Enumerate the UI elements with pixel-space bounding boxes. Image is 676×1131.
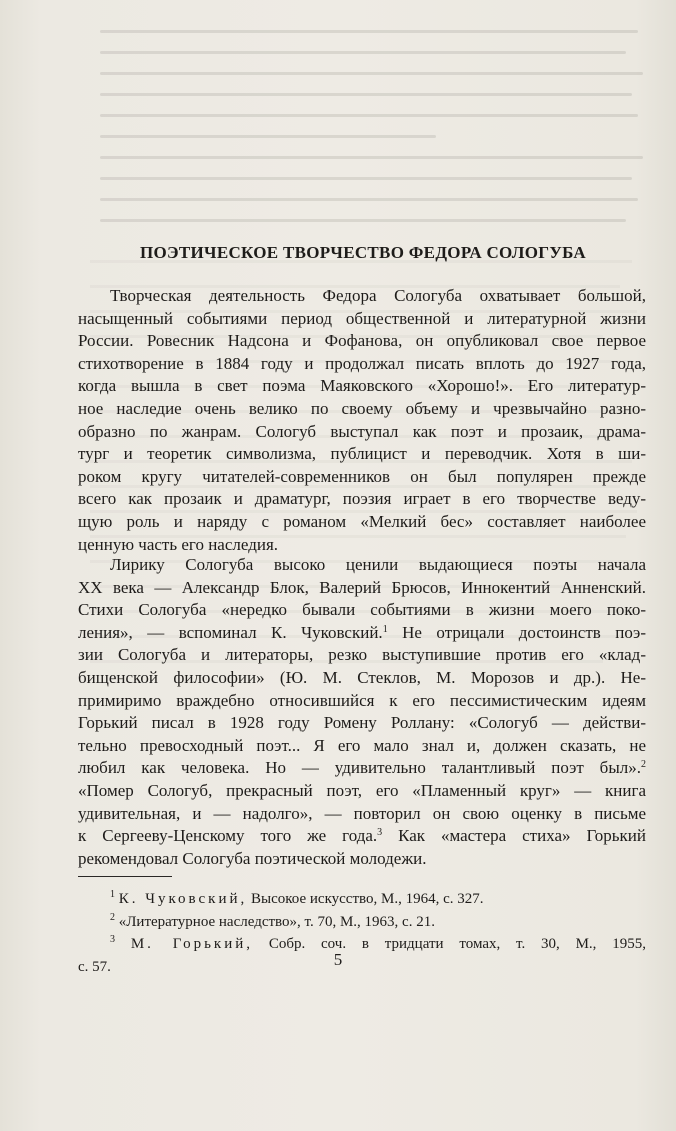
show-through-text xyxy=(100,30,660,260)
text-line: роком кругу читателей-современников он был популярен прежде xyxy=(78,466,646,486)
text-fragment: Не отрицали достоинств поэ- xyxy=(402,622,646,642)
text-line: ное наследие очень велико по своему объему и чрезвычайно разно- xyxy=(78,398,646,418)
text-fragment: Как «мастера стиха» Горький xyxy=(398,826,647,846)
text-fragment: любил как человека. Но — удивительно талантливый поэт был». xyxy=(78,758,641,778)
footnote-number: 2 xyxy=(110,911,115,923)
text-line: зии Сологуба и литераторы, резко выступившие против его «клад- xyxy=(78,645,646,665)
text-line: бищенской философии» (Ю. М. Стеклов, М. Морозов и др.). Не- xyxy=(78,667,646,687)
text-line-with-footnote xyxy=(78,825,646,848)
footnote-divider xyxy=(78,876,172,877)
paragraph-1 xyxy=(78,285,646,556)
text-line: рекомендовал Сологуба поэтической молодежи. xyxy=(78,848,427,868)
footnote-text: Высокое искусство, М., 1964, с. 327. xyxy=(251,891,484,907)
footnote-ref-2: 2 xyxy=(641,759,646,771)
footnote-author: К. Чуковский, xyxy=(118,891,248,907)
text-fragment: ления», — вспоминал К. Чуковский. xyxy=(78,622,383,642)
footnote-author: М. Горький, xyxy=(130,936,253,952)
text-line: стихотворение в 1884 году и продолжал писать вплоть до 1927 года, xyxy=(78,353,646,373)
text-line: щую роль и наряду с романом «Мелкий бес» составляет наиболее xyxy=(78,511,646,531)
text-line: XX века — Александр Блок, Валерий Брюсов, Иннокентий Анненский. xyxy=(78,577,646,597)
footnote-number: 3 xyxy=(110,934,115,945)
text-line: ценную часть его наследия. xyxy=(78,534,279,554)
text-line: всего как прозаик и драматург, поэзия играет в его творчестве веду- xyxy=(78,489,646,509)
text-line: Творческая деятельность Федора Сологуба охватывает большой, xyxy=(110,286,646,305)
footnote-1 xyxy=(78,888,646,911)
footnote-3-continuation: с. 57. xyxy=(78,958,111,975)
footnote-text: «Литературное наследство», т. 70, М., 1963, с. 21. xyxy=(118,913,435,930)
paragraph-2 xyxy=(78,554,646,870)
text-line: удивительная, и — надолго», — повторил он свою оценку в письме xyxy=(78,803,646,823)
text-line: тург и теоретик символизма, публицист и переводчик. Хотя в ши- xyxy=(78,444,646,464)
text-line: насыщенный событиями период общественной и литературной жизни xyxy=(78,308,646,328)
text-line: Горький писал в 1928 году Ромену Роллану: «Сологуб — действи- xyxy=(78,713,646,733)
text-line-with-footnote xyxy=(78,757,646,780)
text-line: Стихи Сологуба «нередко бывали событиями в жизни моего поко- xyxy=(78,600,646,620)
text-fragment: к Сергееву-Ценскому того же года. xyxy=(78,826,378,846)
footnote-2 xyxy=(78,911,646,934)
page-number: 5 xyxy=(333,950,343,969)
footnote-ref-1: 1 xyxy=(382,623,388,635)
text-line: России. Ровесник Надсона и Фофанова, он опубликовал свое первое xyxy=(78,331,646,351)
text-line: Лирику Сологуба высоко ценили выдающиеся поэты начала xyxy=(110,555,646,574)
text-line-with-footnote xyxy=(78,622,646,645)
text-line: тельно превосходный поэт... Я его мало знал и, должен сказать, не xyxy=(78,735,646,755)
text-line: образно по жанрам. Сологуб выступал как поэт и прозаик, драма- xyxy=(78,421,646,441)
text-line: когда вышла в свет поэма Маяковского «Хорошо!». Его литератур- xyxy=(78,376,646,396)
footnote-ref-3: 3 xyxy=(377,827,383,839)
chapter-heading: ПОЭТИЧЕСКОЕ ТВОРЧЕСТВО ФЕДОРА СОЛОГУБА xyxy=(140,243,586,262)
text-line: «Помер Сологуб, прекрасный поэт, его «Пламенный круг» — книга xyxy=(78,780,646,800)
footnote-text: Собр. соч. в тридцати томах, т. 30, М., 1955, xyxy=(268,936,646,952)
footnote-number: 1 xyxy=(110,889,115,900)
text-line: примиримо враждебно относившийся к его пессимистическим идеям xyxy=(78,690,646,710)
